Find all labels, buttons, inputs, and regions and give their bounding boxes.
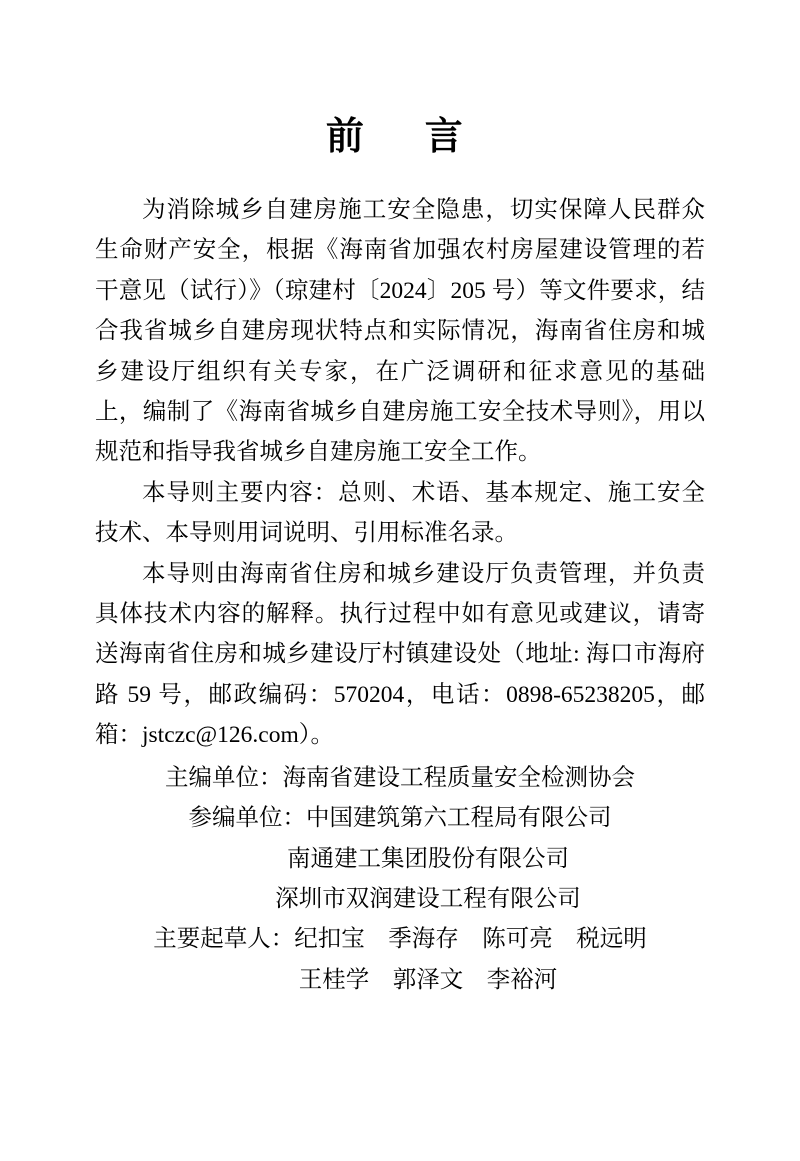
credit-value: 中国建筑第六工程局有限公司 (306, 805, 612, 832)
page-title: 前 言 (325, 114, 475, 158)
credit-line-co-editor (95, 798, 705, 838)
credit-line-chief-editor (95, 758, 705, 798)
credit-value: 王桂学 郭泽文 李裕河 (298, 966, 558, 993)
credit-label: 主要起草人： (153, 926, 295, 953)
credit-line-co-editor-2 (95, 839, 705, 879)
credit-line-co-editor-3 (95, 879, 705, 919)
credits-block (95, 758, 705, 1000)
preface-body (95, 190, 705, 756)
credit-value: 海南省建设工程质量安全检测协会 (282, 764, 635, 791)
credit-label: 主编单位： (165, 764, 283, 791)
credit-value: 南通建工集团股份有限公司 (287, 845, 569, 872)
paragraph-3: 本导则由海南省住房和城乡建设厅负责管理，并负责具体技术内容的解释。执行过程中如有意见或建议，请寄送海南省住房和城乡建设厅村镇建设处（地址: 海口市海府路 59 号，邮政编码：570204，电话：0898-65238205，邮箱：jstczc@126.com）。 (95, 560, 705, 749)
credit-line-main-authors-2 (95, 960, 705, 1000)
paragraph-1: 为消除城乡自建房施工安全隐患，切实保障人民群众生命财产安全，根据《海南省加强农村房屋建设管理的若干意见（试行）》（琼建村〔2024〕205 号）等文件要求，结合我省城乡自建房现状特点和实际情况，海南省住房和城乡建设厅组织有关专家，在广泛调研和征求意见的基础上，编制了《海南省城乡自建房施工安全技术导则》，用以规范和指导我省城乡自建房施工安全工作。 (95, 197, 705, 466)
credit-value: 纪扣宝 季海存 陈可亮 税远明 (294, 926, 647, 953)
credit-line-main-authors (95, 919, 705, 959)
credit-value: 深圳市双润建设工程有限公司 (275, 885, 581, 912)
credit-label: 参编单位： (188, 805, 306, 832)
paragraph-2: 本导则主要内容：总则、术语、基本规定、施工安全技术、本导则用词说明、引用标准名录。 (95, 479, 705, 547)
